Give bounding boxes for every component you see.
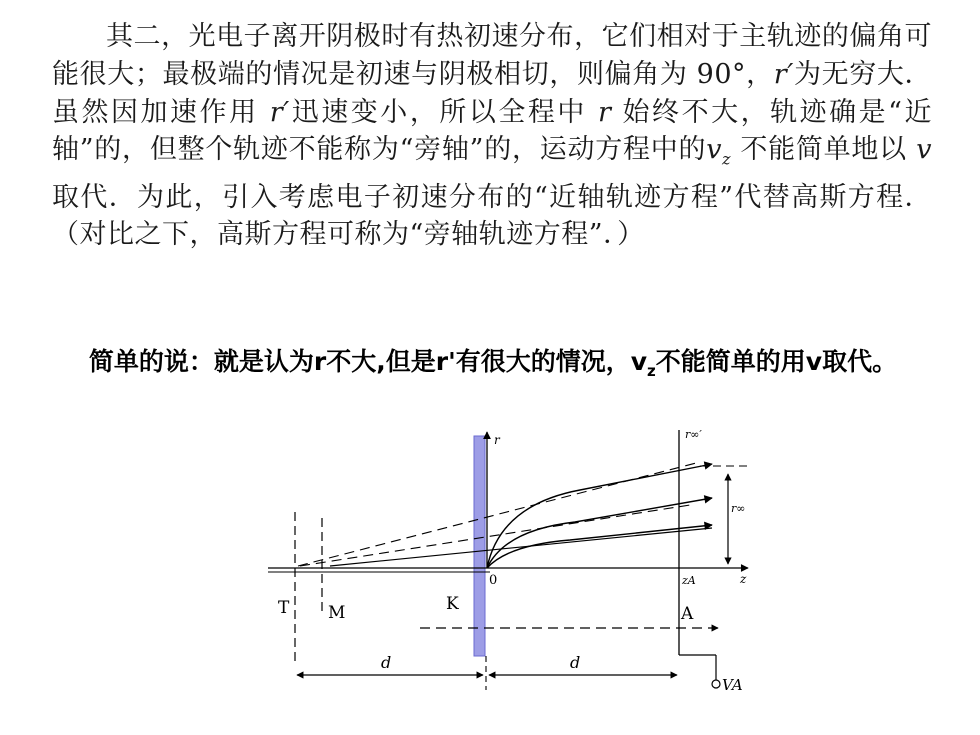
z-axis-label: z — [740, 572, 747, 586]
math-r-prime: r′ — [773, 58, 794, 90]
text-seg: 不能简单地以 — [731, 134, 917, 166]
text-seg: 始终不大，轨迹确是“近轴”的，但整个轨迹不能称为“旁轴”的，运动方程中的 — [52, 96, 932, 166]
math-v: v — [706, 134, 722, 166]
r-inf-prime-label: r∞′ — [685, 428, 702, 441]
m-label: M — [328, 603, 346, 623]
terminal-circle — [712, 680, 720, 688]
d-label-right: d — [570, 653, 581, 672]
text-seg: 其二，光电子离开阴极时有热初速分布，它们相对于主轨迹的偏角可能很大；最极端的情况是初速与阴极相切，则偏角为 90°， — [52, 21, 932, 90]
summary-subscript: z — [647, 362, 656, 380]
cathode-plate — [474, 436, 485, 656]
trajectory-upper — [487, 464, 712, 568]
text-seg: 迅速变小，所以全程中 — [289, 96, 599, 128]
math-r-prime: r′ — [269, 96, 290, 128]
va-label: VA — [722, 676, 743, 694]
a-label: A — [681, 604, 694, 624]
text-seg: 取代．为此，引入考虑电子初速分布的“近轴轨迹方程”代替高斯方程．（对比之下，高斯方程可称为“旁轴轨迹方程”．） — [52, 181, 932, 251]
r-inf-label: r∞ — [731, 502, 746, 515]
math-v: v — [916, 134, 932, 166]
k-label: K — [446, 594, 459, 614]
origin-label: 0 — [489, 573, 498, 588]
math-r: r — [598, 96, 612, 128]
trajectory-from-t — [330, 528, 712, 566]
za-label: zA — [682, 574, 696, 587]
summary-text: 简单的说：就是认为r不大,但是r'有很大的情况，v — [88, 347, 648, 376]
t-label: T — [278, 598, 290, 618]
r-axis-label: r — [494, 433, 500, 447]
text-seg: 为无穷大．虽然因加速作用 — [52, 58, 932, 128]
summary-text: 不能简单的用v取代。 — [655, 347, 898, 376]
d-label-left: d — [381, 653, 392, 672]
math-subscript-z: z — [722, 149, 732, 169]
